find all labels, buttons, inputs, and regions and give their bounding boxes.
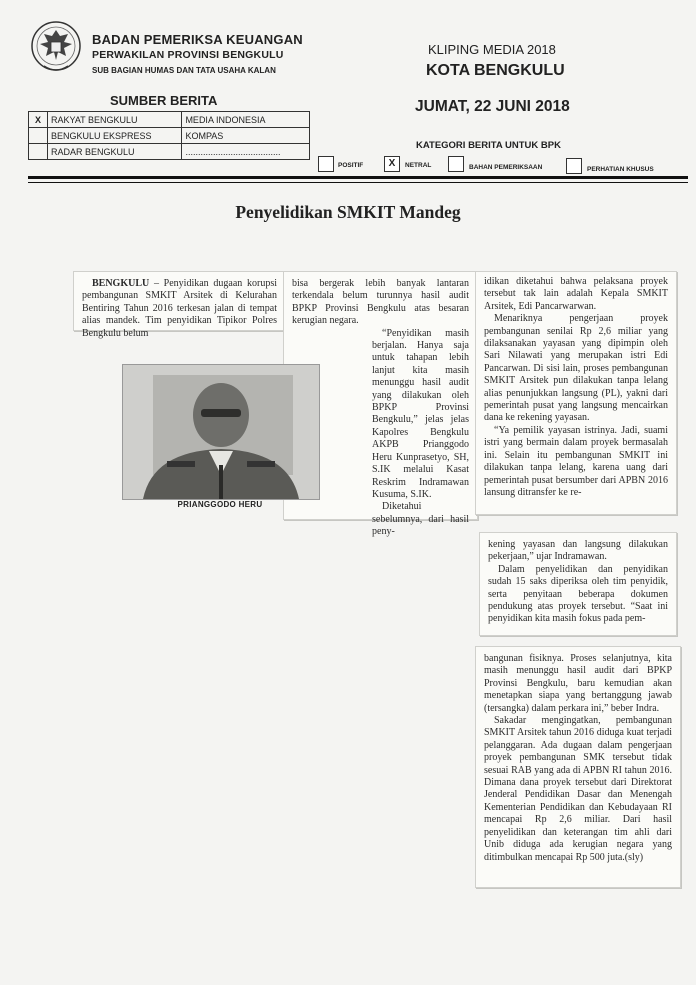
sumber-row [29, 128, 310, 144]
article-col2-p2: “Penyidikan masih berjalan. Hanya saja untuk tahapan lebih lanjut kita masih menunggu hasil audit yang dilakukan oleh BPKP Provinsi Bengkulu,” jelas jelas Kapolres Bengkulu AKPB Prianggodo Heru Kunprasetyo, SH, S.IK melalui Kasat Reskrim Indramawan Kusuma, S.IK. [372, 327, 469, 500]
sumber-check: X [29, 112, 48, 128]
org-branch: PERWAKILAN PROVINSI BENGKULU [92, 49, 284, 61]
article-col2-p1: bisa bergerak lebih banyak lantaran terkendala belum turunnya hasil audit BPKP Provinsi Bengkulu atas besaran kerugian negara. [292, 278, 469, 327]
sumber-right: MEDIA INDONESIA [182, 112, 310, 128]
clip-column-4 [479, 532, 677, 636]
kategori-checkbox-positif[interactable] [318, 156, 334, 172]
clip-column-5 [475, 646, 681, 888]
sumber-check [29, 128, 48, 144]
kategori-checkbox-bahan-pemeriksaan[interactable] [448, 156, 464, 172]
kategori-label-perhatian-khusus: PERHATIAN KHUSUS [587, 166, 654, 173]
clip-column-3 [475, 271, 677, 515]
sumber-left: RAKYAT BENGKULU [48, 112, 182, 128]
kategori-checkbox-perhatian-khusus[interactable] [566, 158, 582, 174]
sumber-left: RADAR BENGKULU [48, 144, 182, 160]
kota-title: KOTA BENGKULU [426, 62, 565, 79]
article-dateline: BENGKULU [92, 278, 150, 289]
sumber-berita-title: SUMBER BERITA [110, 93, 218, 108]
kategori-checkbox-netral[interactable]: X [384, 156, 400, 172]
article-col3-p2: Menariknya pengerjaan proyek pembangunan senilai Rp 2,6 miliar yang dilaksanakan yayasan yang dipimpin oleh Sari Nilawati yang merupakan istri Edi Pancarwan. Di sisi lain, proses pembangunan SMKIT Arsitek pun dilakukan tanpa lelang alias penunjukkan langsung (PL), yakni dari pemerintah pusat yang langsung mencairkan dana ke rekening yayasan. [484, 313, 668, 424]
kategori-label-bahan-pemeriksaan: BAHAN PEMERIKSAAN [469, 164, 543, 171]
photo-caption: PRIANGGODO HERU [177, 500, 263, 509]
kategori-label-netral: NETRAL [405, 162, 432, 169]
article-col2-p3: Diketahui sebelumnya, dari hasil peny- [372, 501, 469, 538]
article-col4-p1: kening yayasan dan langsung dilakukan pekerjaan,” ujar Indramawan. [488, 539, 668, 563]
header-divider [28, 176, 688, 179]
kategori-label-positif: POSITIF [338, 162, 364, 169]
sumber-row [29, 112, 310, 128]
article-col5-p2: Sakadar mengingatkan, pembangunan SMKIT Arsitek tahun 2016 diduga kuat terjadi pelanggaran. Ada dugaan dalam pengerjaan proyek pembangunan SMK tersebut tidak sesuai RAB yang ada di APBN RI tahun 2016. Dimana dana proyek tersebut dari Direktorat Jenderal Pendidikan Dasar dan Menengah Kementerian Pendidikan dan Kebudayaan RI mencapai Rp 2,6 miliar. Dari hasil penyelidikan dan keterangan tim ahli dari Unib diduga ada kerugian negara yang ditimbulkan mencapai Rp 500 juta.(sly) [484, 715, 672, 863]
garuda-emblem-icon [30, 20, 82, 76]
org-subdivision: SUB BAGIAN HUMAS DAN TATA USAHA KALAN [92, 66, 276, 75]
org-name: BADAN PEMERIKSA KEUANGAN [92, 32, 303, 47]
article-headline: Penyelidikan SMKIT Mandeg [235, 202, 461, 222]
sumber-right: KOMPAS [182, 128, 310, 144]
sumber-right: ...................................... [182, 144, 310, 160]
sumber-row [29, 144, 310, 160]
header-divider-thin [28, 182, 688, 183]
kategori-title: KATEGORI BERITA UNTUK BPK [416, 140, 561, 151]
article-col3-p1: idikan diketahui bahwa pelaksana proyek tersebut tak lain adalah Kepala SMKIT Arsitek, Edi Pancarwarwan. [484, 276, 668, 312]
article-col1-text: – Penyidikan dugaan korupsi pembangunan SMKIT Arsitek di Kelurahan Bentiring Tahun 2016 terkesan jalan di tempat alias mandek. Tim penyidikan Tipikor Polres Bengkulu belum [82, 278, 277, 339]
sumber-check [29, 144, 48, 160]
date-title: JUMAT, 22 JUNI 2018 [415, 98, 570, 115]
kapolres-photo [122, 364, 320, 500]
clip-column-1 [73, 271, 286, 339]
article-col5-p1: bangunan fisiknya. Proses selanjutnya, kita masih menunggu hasil audit dari BPKP Provinsi Bengkulu, baru kemudian akan menetapkan siapa yang bertanggung jawab (tersangka) dalam perkara ini,” beber Indra. [484, 653, 672, 714]
sumber-berita-table [28, 111, 310, 160]
article-col4-p2: Dalam penyelidikan dan penyidikan sudah 15 saks diperiksa oleh tim penyidik, serta penyitaan beberapa dokumen pendukung atas proyek tersebut. “Saat ini penyidikan kita masih fokus pada pem- [488, 563, 668, 625]
article-col3-p3: “Ya pemilik yayasan istrinya. Jadi, suami istri yang bermain dalam proyek bermasalah ini. Selain itu pembangunan SMKIT ini dilakukan tanpa lelang, karena uang dari pemerintah pusat bersumber dari APBN 2016 lansung ditransfer ke re- [484, 424, 668, 498]
kliping-title: KLIPING MEDIA 2018 [428, 42, 556, 57]
sumber-left: BENGKULU EKSPRESS [48, 128, 182, 144]
